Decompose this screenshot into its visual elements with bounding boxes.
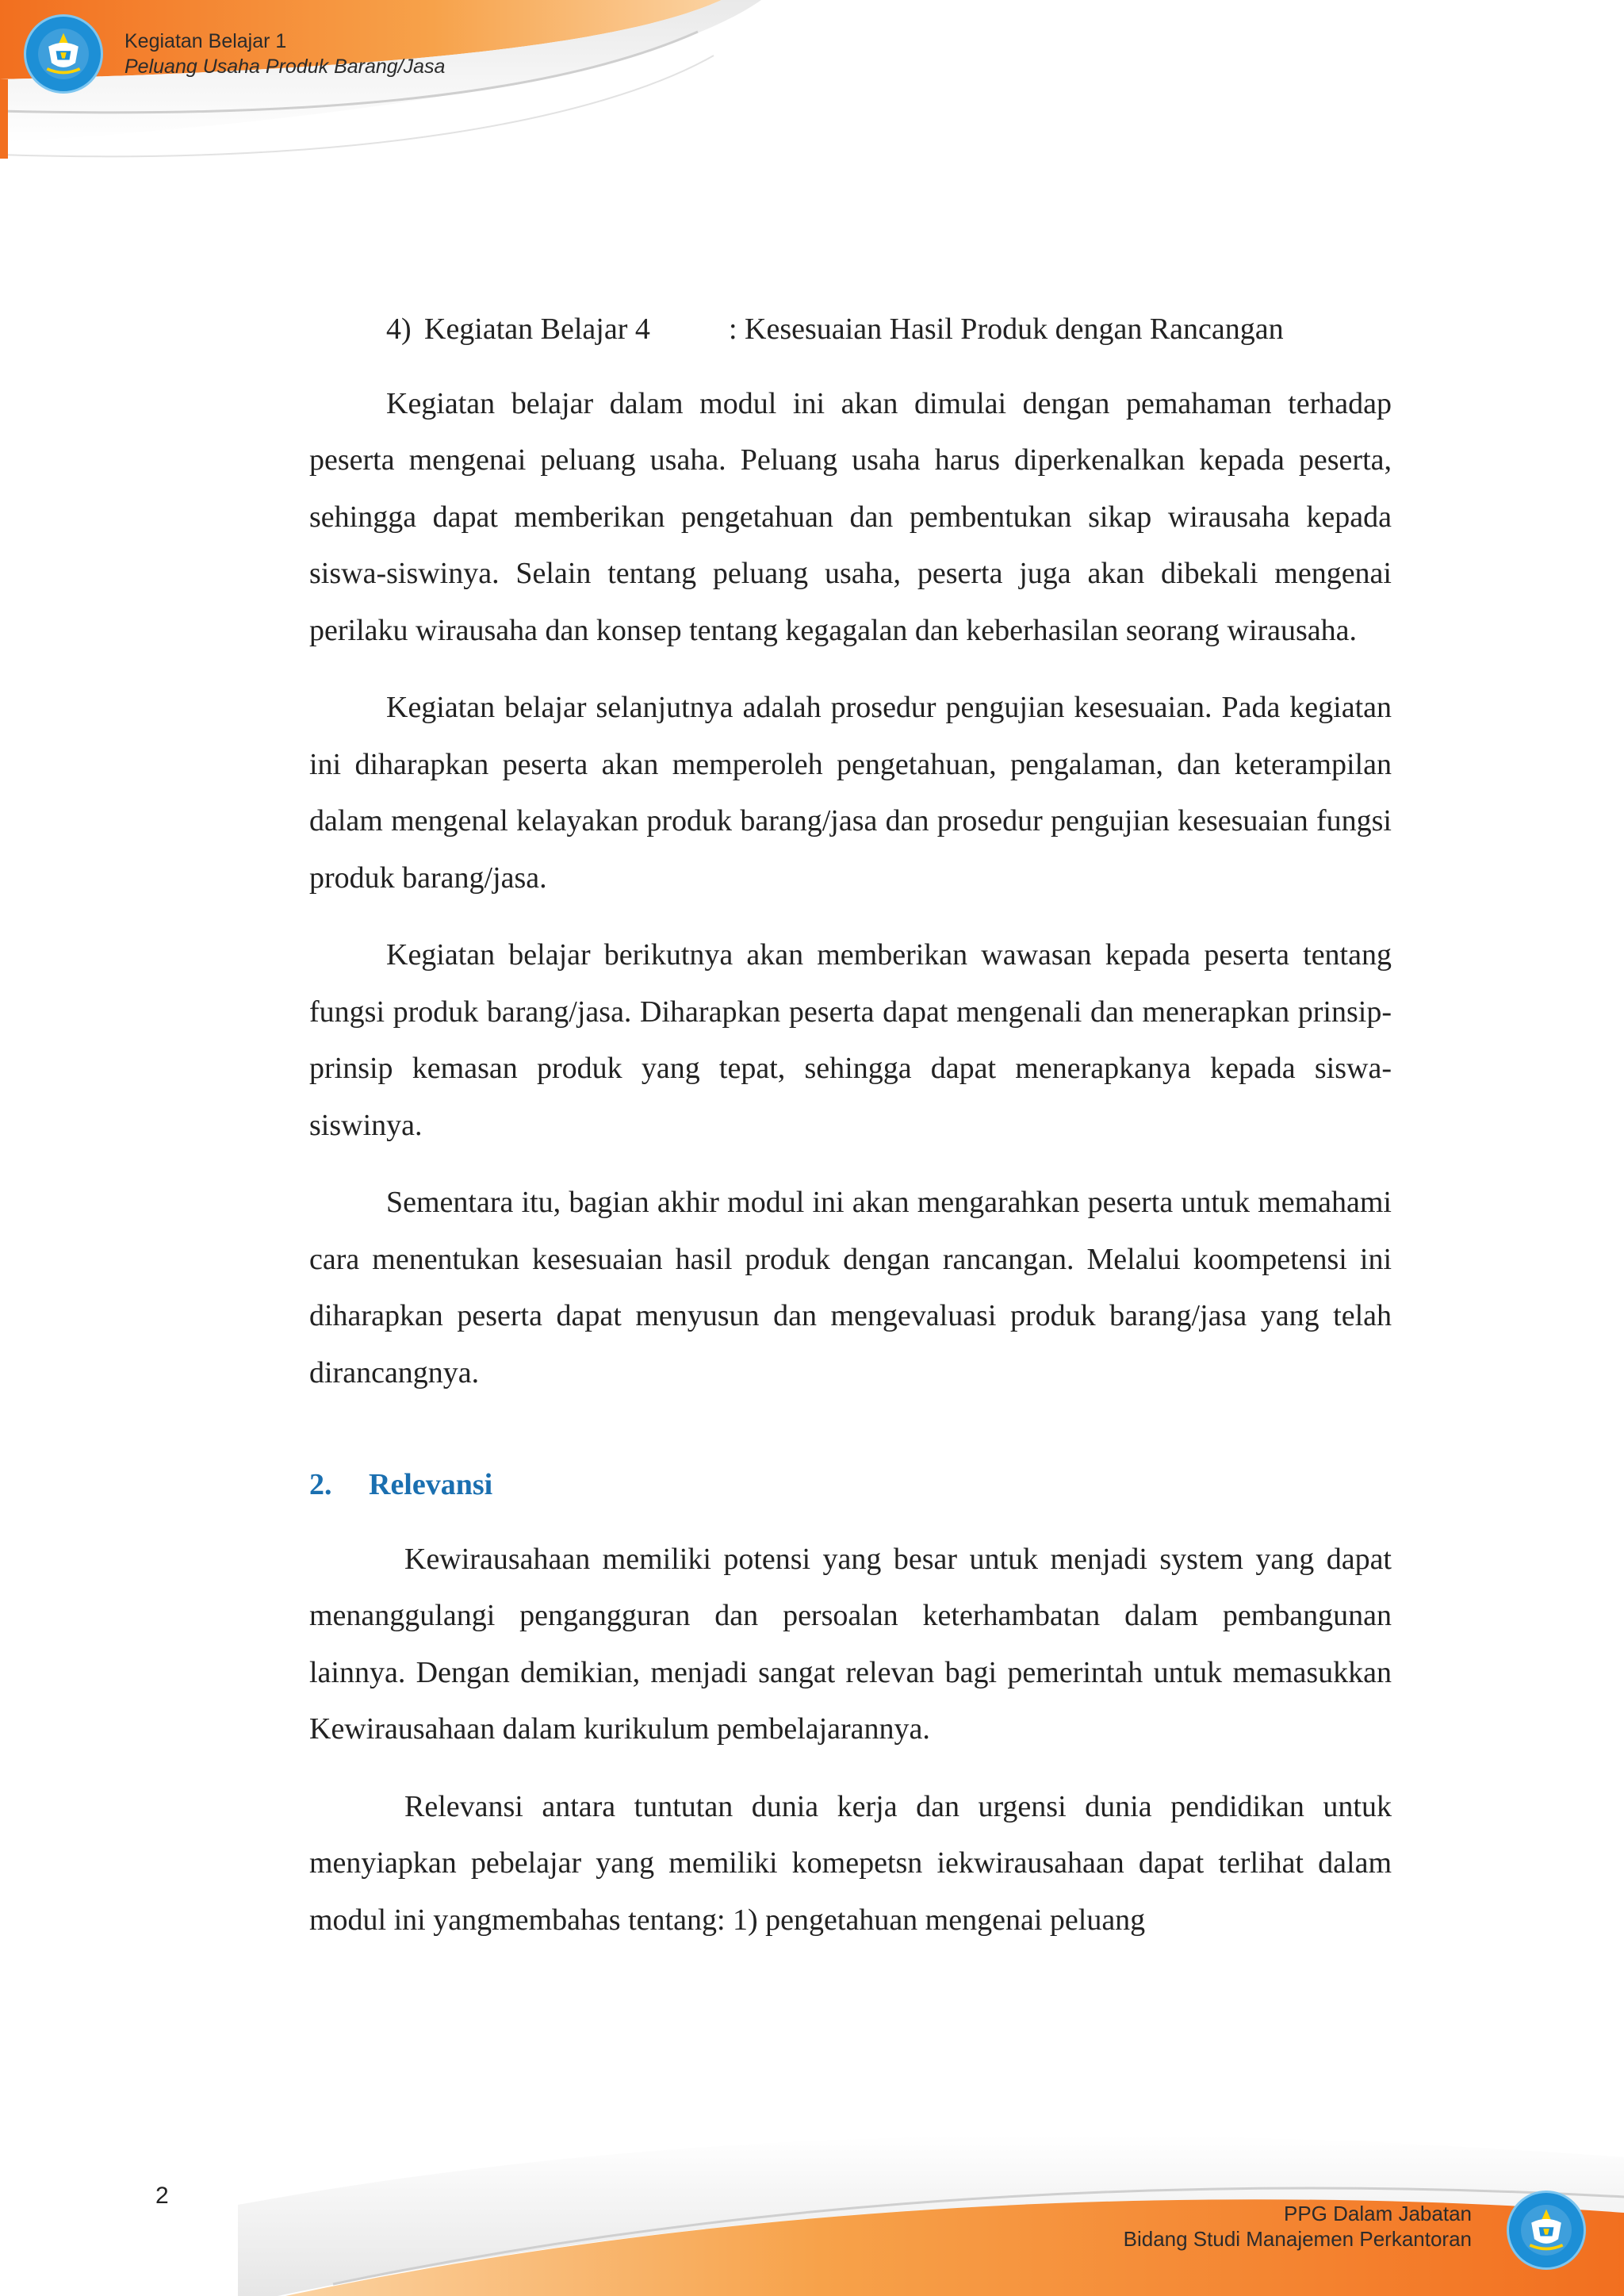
header-banner (0, 0, 1624, 182)
footer-line-1: PPG Dalam Jabatan (1283, 2202, 1472, 2225)
paragraph-relevansi-2: Relevansi antara tuntutan dunia kerja dan urgensi dunia pendidikan untuk menyiapkan pebelajar yang memiliki komepetsn iekwirausahaan dapat terlihat dalam modul ini yangmembahas tentang: 1) pengetahuan mengenai peluang (309, 1789, 1392, 1937)
section-title: Relevansi (369, 1468, 493, 1501)
paragraph-relevansi-1: Kewirausahaan memiliki potensi yang besar untuk menjadi system yang dapat menanggulangi pengangguran dan persoalan keterhambatan dalam pembangunan lainnya. Dengan demikian, menjadi sangat relevan bagi pemerintah untuk memasukkan Kewirausahaan dalam kurikulum pembelajarannya. (309, 1542, 1392, 1746)
list-item-label: Kegiatan Belajar 4 (424, 312, 650, 346)
document-body (309, 301, 1392, 1949)
list-item-text: : Kesesuaian Hasil Produk dengan Rancangan (729, 312, 1284, 346)
header-title: Kegiatan Belajar 1 (124, 30, 287, 52)
list-item-number: 4) (386, 312, 412, 346)
header-text (124, 29, 445, 79)
paragraph-3: Kegiatan belajar berikutnya akan memberikan wawasan kepada peserta tentang fungsi produk barang/jasa. Diharapkan peserta dapat mengenali dan menerapkan prinsip-prinsip kemasan produk yang tepat, sehingga dapat menerapkanya kepada siswa-siswinya. (309, 938, 1392, 1142)
footer-text (1124, 2201, 1472, 2252)
footer-banner (0, 2086, 1624, 2296)
section-number: 2. (309, 1468, 332, 1501)
tut-wuri-handayani-logo-icon (24, 14, 103, 94)
paragraph-1: Kegiatan belajar dalam modul ini akan dimulai dengan pemahaman terhadap peserta mengenai peluang usaha. Peluang usaha harus diperkenalkan kepada peserta, sehingga dapat memberikan pengetahuan dan pembentukan sikap wirausaha kepada siswa-siswinya. Selain tentang peluang usaha, peserta juga akan dibekali mengenai perilaku wirausaha dan konsep tentang kegagalan dan keberhasilan seorang wirausaha. (309, 386, 1392, 647)
footer-line-2: Bidang Studi Manajemen Perkantoran (1123, 2227, 1472, 2251)
header-subtitle: Peluang Usaha Produk Barang/Jasa (124, 56, 446, 78)
page-number: 2 (155, 2183, 169, 2209)
paragraph-2: Kegiatan belajar selanjutnya adalah prosedur pengujian kesesuaian. Pada kegiatan ini diharapkan peserta akan memperoleh pengetahuan, pengalaman, dan keterampilan dalam mengenal kelayakan produk barang/jasa dan prosedur pengujian kesesuaian fungsi produk barang/jasa. (309, 691, 1392, 895)
paragraph-4: Sementara itu, bagian akhir modul ini akan mengarahkan peserta untuk memahami cara menentukan kesesuaian hasil produk dengan rancangan. Melalui koompetensi ini diharapkan peserta dapat menyusun dan mengevaluasi produk barang/jasa yang telah dirancangnya. (309, 1186, 1392, 1389)
tut-wuri-handayani-logo-footer-icon (1507, 2191, 1586, 2270)
list-item-4 (309, 301, 1392, 358)
section-heading-relevansi (309, 1457, 1392, 1514)
